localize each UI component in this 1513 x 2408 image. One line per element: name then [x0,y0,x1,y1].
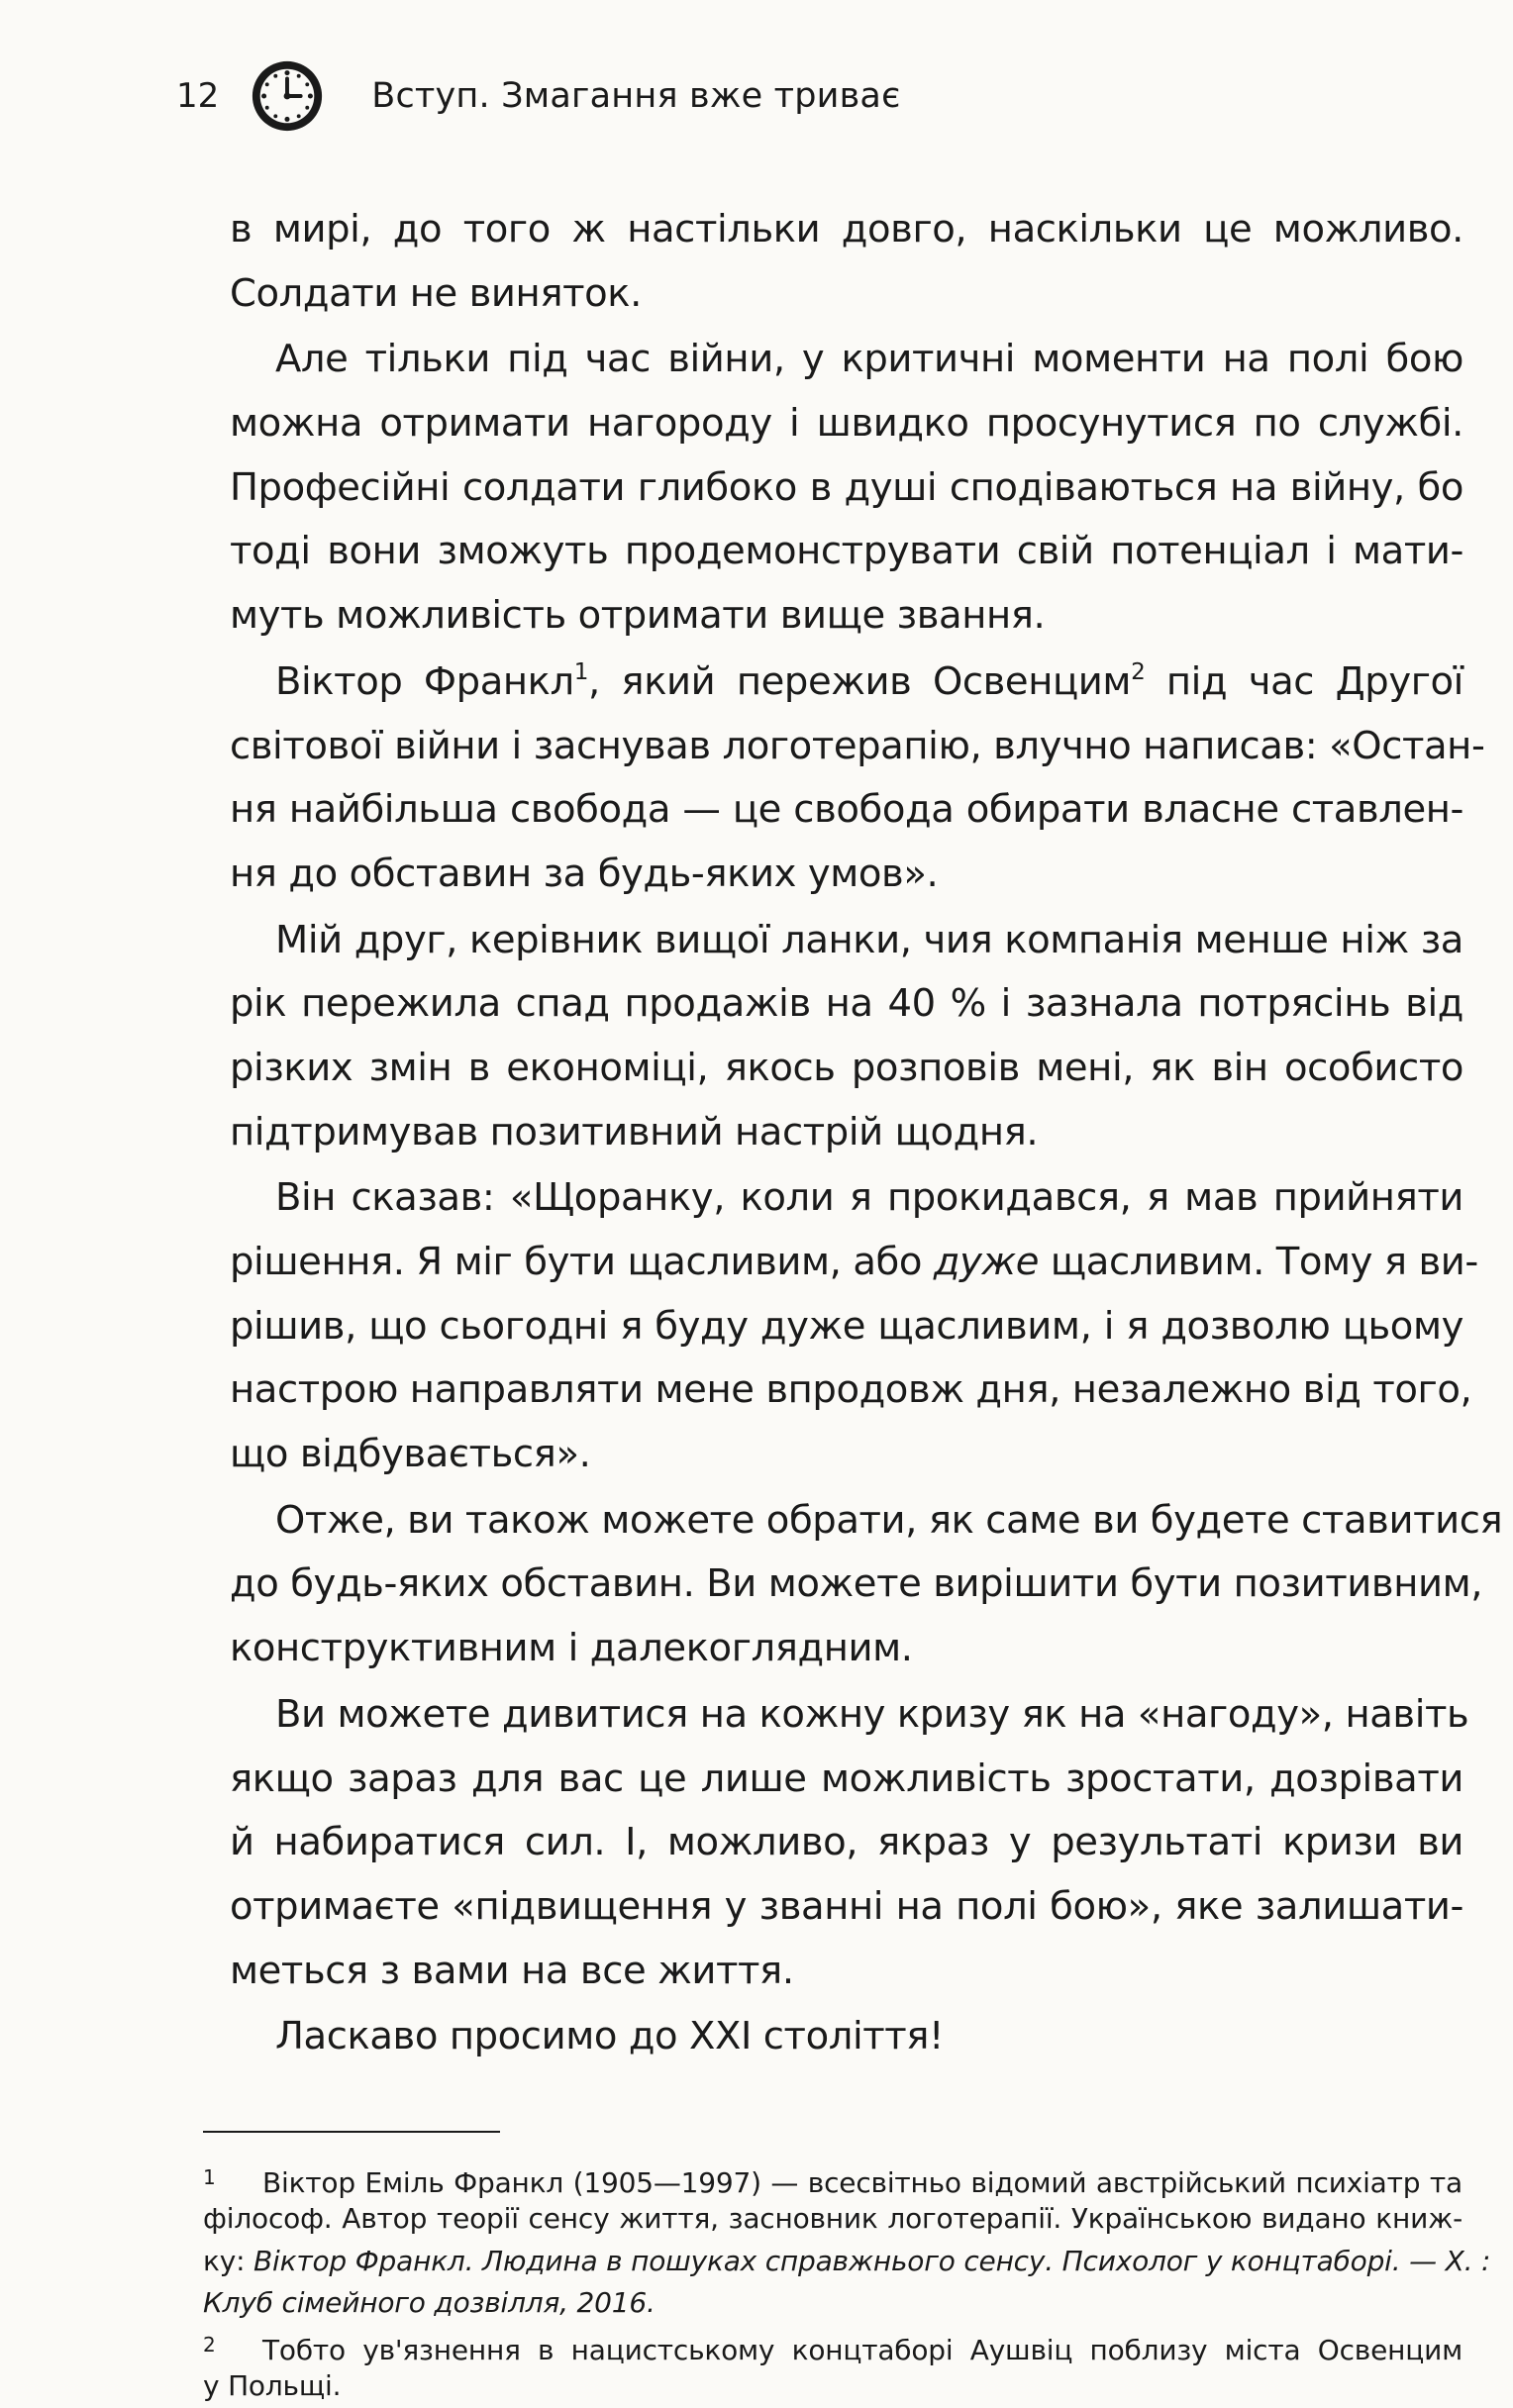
footnote-number: 2 [203,2333,216,2358]
paragraph-8 [230,2005,1463,2069]
paragraph-5 [230,1166,1478,1486]
text-line: ня найбільша свобода — це свобода обирати власне ставлен- [230,787,1463,833]
text-line: різких змін в економіці, якось розповів мені, як він особисто [230,1045,1463,1090]
text-line: світової війни і заснував логотерапію, влучно написав: «Остан- [230,723,1485,768]
text-line: меться з вами на все життя. [230,1948,794,1993]
text-line: Ви можете дивитися на кожну кризу як на «нагоду», навіть [275,1691,1469,1737]
footnote-ref-2[interactable]: 2 [1131,658,1146,685]
emphasis: дуже [933,1240,1040,1284]
text-line: якщо зараз для вас це лише можливість зростати, дозрівати [230,1756,1463,1801]
footnote-number: 1 [203,2165,216,2189]
text-line: Але тільки під час війни, у критичні моменти на полі бою [275,337,1463,382]
text-line: рік пережила спад продажів на 40 % і зазнала потрясінь від [230,981,1463,1027]
paragraph-7 [230,1683,1469,2003]
footnote-line: 1 Віктор Еміль Франкл (1905—1997) — всесвітньо відомий австрійський психіатр та [203,2157,1463,2198]
running-title: Вступ. Змагання вже триває [371,76,901,116]
footnote-line: Клуб сімейного дозвілля, 2016. [203,2285,656,2319]
footnote-divider [203,2131,500,2133]
footnote-1 [203,2157,1491,2324]
footnote-line: 2 Тобто ув'язнення в нацистському концтаборі Аушвіц поблизу міста Освенцим [203,2324,1463,2365]
text-line: Мій друг, керівник вищої ланки, чия компанія менше ніж за [275,917,1463,962]
text-line: Ласкаво просимо до XXI століття! [275,2014,945,2059]
paragraph-6 [230,1489,1503,1681]
clock-icon [249,57,326,135]
text-line: можна отримати нагороду і швидко просунутися по службі. [230,401,1463,447]
footnote-ref-1[interactable]: 1 [573,658,589,685]
text-line: що відбувається». [230,1432,591,1477]
text-line: конструктивним і далекоглядним. [230,1626,913,1671]
text-line: рішення. Я міг бути щасливим, або дуже щасливим. Тому я ви- [230,1240,1478,1284]
paragraph-1 [230,198,1463,326]
paragraph-4 [230,909,1463,1165]
paragraph-2 [230,328,1463,648]
text-line: Він сказав: «Щоранку, коли я прокидався, я мав прийняти [275,1175,1463,1221]
text-line: муть можливість отримати вище звання. [230,593,1046,639]
footnote-line: ку: Віктор Франкл. Людина в пошуках справжнього сенсу. Психолог у концтаборі. — Х. : [203,2244,1491,2277]
footnotes [203,2157,1491,2408]
page-number: 12 [176,76,220,116]
text-line: Професійні солдати глибоко в душі сподіваються на війну, бо [230,464,1463,510]
text-line: Солдати не виняток. [230,270,642,316]
text-line: підтримував позитивний настрій щодня. [230,1109,1039,1154]
body-text [230,198,1503,2071]
text-line: отримаєте «підвищення у званні на полі бою», яке залишати- [230,1883,1463,1929]
footnote-2 [203,2324,1463,2408]
text-line: й набиратися сил. І, можливо, якраз у результаті кризи ви [230,1820,1463,1865]
footnote-line: у Польщі. [203,2369,342,2403]
text-line: ня до обставин за будь-яких умов». [230,851,939,896]
text-line: тоді вони зможуть продемонструвати свій потенціал і мати- [230,529,1463,574]
text-line: рішив, що сьогодні я буду дуже щасливим, і я дозволю цьому [230,1303,1463,1349]
text-line: Віктор Франкл$^1$, який пережив Освенцим$^2$ під час Другої [275,658,1463,704]
footnote-line: філософ. Автор теорії сенсу життя, засновник логотерапії. Українською видано книж- [203,2202,1463,2236]
paragraph-3 [230,651,1485,907]
page-header [176,57,900,135]
text-line: Отже, ви також можете обрати, як саме ви будете ставитися [275,1497,1503,1543]
text-line: до будь-яких обставин. Ви можете вирішити бути позитивним, [230,1561,1483,1607]
text-line: в мирі, до того ж настільки довго, наскільки це можливо. [230,207,1463,251]
text-line: настрою направляти мене впродовж дня, незалежно від того, [230,1367,1472,1413]
